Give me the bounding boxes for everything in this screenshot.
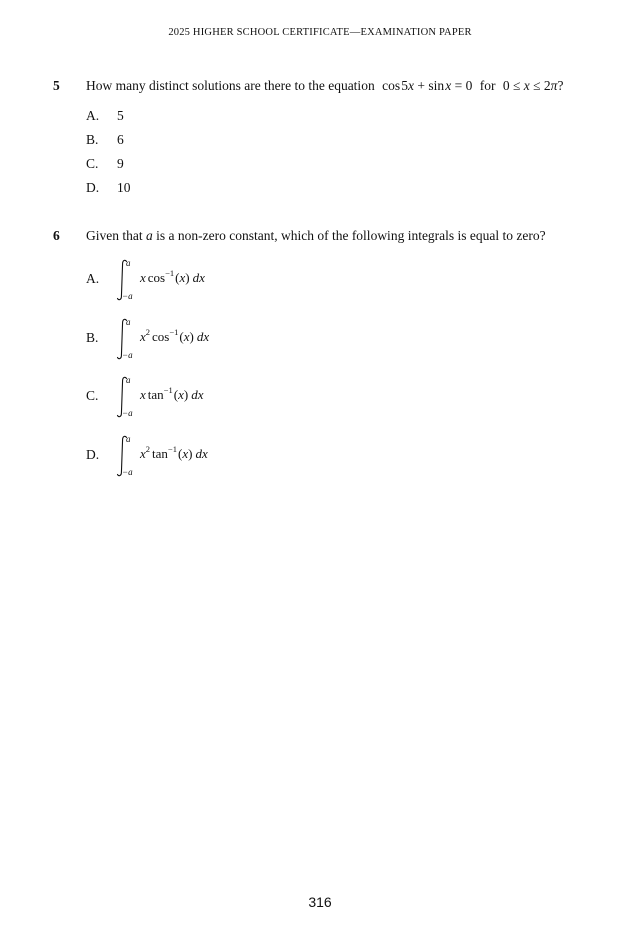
integrand-coefficient: x xyxy=(140,387,146,402)
question-text xyxy=(86,228,546,244)
inverse-exponent: −1 xyxy=(167,444,177,454)
integral-expression xyxy=(0,317,400,365)
integrand-coefficient: x xyxy=(140,446,146,461)
inverse-exponent: −1 xyxy=(169,327,179,337)
page-number: 316 xyxy=(308,894,332,910)
question-text-var: a xyxy=(146,228,153,243)
page-header: 2025 HIGHER SCHOOL CERTIFICATE—EXAMINATION PAPER xyxy=(168,27,472,38)
option-5d[interactable] xyxy=(86,180,386,200)
integrand-function: cos xyxy=(152,329,170,344)
option-letter: B. xyxy=(86,330,99,345)
domain: 0 ≤ x ≤ 2π xyxy=(502,78,558,93)
integrand-coefficient: x xyxy=(140,270,146,285)
lower-bound: −a xyxy=(122,467,133,477)
option-letter: B. xyxy=(86,132,99,147)
upper-bound: a xyxy=(126,375,131,385)
option-letter: C. xyxy=(86,388,99,403)
option-value: 10 xyxy=(117,180,131,195)
option-5a[interactable] xyxy=(86,108,386,128)
option-letter: C. xyxy=(86,156,99,171)
equation: cos 5x + sin x = 0 xyxy=(382,78,473,93)
question-mark: ? xyxy=(557,78,564,93)
option-value: 5 xyxy=(117,108,124,123)
differential: dx xyxy=(195,446,208,461)
option-letter: A. xyxy=(86,271,100,286)
question-text-prefix: How many distinct solutions are there to the equation xyxy=(86,78,375,93)
option-letter: D. xyxy=(86,180,100,195)
integrand-argument: (x) xyxy=(177,446,193,461)
option-value: 6 xyxy=(117,132,124,147)
differential: dx xyxy=(192,270,205,285)
integral-expression xyxy=(0,375,400,423)
question-text-for: for xyxy=(479,78,496,93)
differential: dx xyxy=(196,329,210,344)
question-text xyxy=(86,78,563,94)
question-text-part1: Given that xyxy=(86,228,143,243)
question-number: 5 xyxy=(53,78,60,93)
integrand xyxy=(140,387,203,403)
inverse-exponent: −1 xyxy=(163,385,173,395)
upper-bound: a xyxy=(126,258,131,268)
option-value: 9 xyxy=(117,156,124,171)
lower-bound: −a xyxy=(122,350,133,360)
option-5c[interactable] xyxy=(86,156,386,176)
integrand-function: tan xyxy=(152,446,168,461)
inverse-exponent: −1 xyxy=(165,268,175,278)
integrand-coefficient: x xyxy=(140,329,146,344)
question-number: 6 xyxy=(53,228,60,243)
integral-expression xyxy=(0,434,400,482)
question-text-part2: is a non-zero constant, which of the following integrals is equal to zero? xyxy=(156,228,546,243)
upper-bound: a xyxy=(126,434,131,444)
differential: dx xyxy=(191,387,204,402)
integrand-power: 2 xyxy=(145,327,151,337)
integrand xyxy=(140,446,208,462)
lower-bound: −a xyxy=(122,291,133,301)
integrand-argument: (x) xyxy=(175,270,190,285)
integrand-power: 2 xyxy=(145,444,151,454)
integrand-argument: (x) xyxy=(179,329,194,344)
lower-bound: −a xyxy=(122,408,133,418)
integrand xyxy=(140,270,205,286)
upper-bound: a xyxy=(126,317,131,327)
integrand xyxy=(140,329,209,345)
option-letter: A. xyxy=(86,108,100,123)
integrand-argument: (x) xyxy=(173,387,189,402)
integrand-function: tan xyxy=(147,387,164,402)
integral-expression xyxy=(0,258,400,306)
integrand-function: cos xyxy=(147,270,166,285)
option-letter: D. xyxy=(86,447,100,462)
option-5b[interactable] xyxy=(86,132,386,152)
